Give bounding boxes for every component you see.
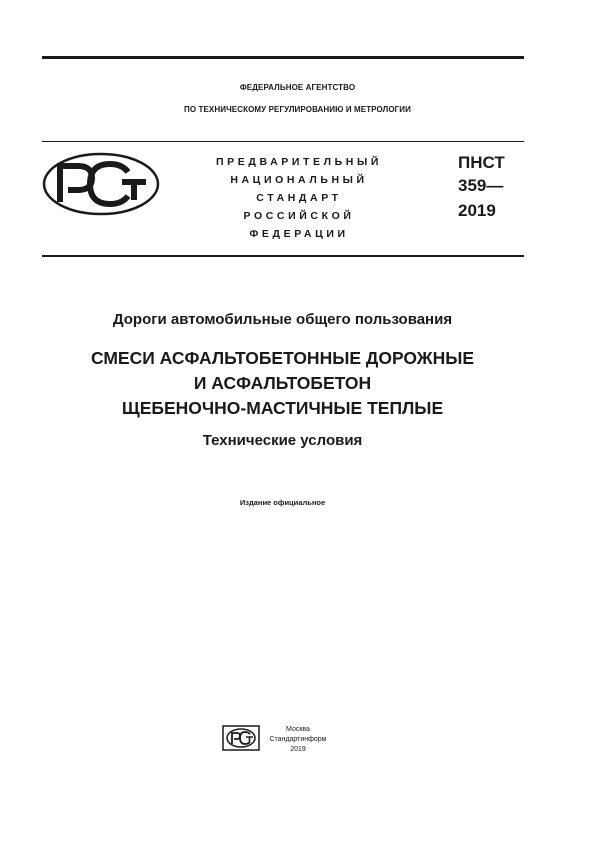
publication-year: 2019 — [290, 746, 306, 753]
header-rule — [42, 141, 524, 142]
standard-designation-line: ФЕДЕРАЦИИ — [249, 228, 349, 240]
top-rule — [42, 56, 524, 59]
standard-code-number: 359— — [458, 176, 504, 195]
standard-designation-line: РОССИЙСКОЙ — [243, 210, 355, 222]
agency-name-line2: ПО ТЕХНИЧЕСКОМУ РЕГУЛИРОВАНИЮ И МЕТРОЛОГИИ — [183, 105, 412, 114]
edition-note: Издание официальное — [239, 498, 326, 507]
standard-code-prefix: ПНСТ — [458, 153, 505, 172]
header-bottom-rule — [42, 255, 524, 257]
standard-designation-line: СТАНДАРТ — [256, 192, 342, 204]
standard-code-year: 2019 — [458, 201, 496, 220]
document-title-line: СМЕСИ АСФАЛЬТОБЕТОННЫЕ ДОРОЖНЫЕ — [90, 348, 475, 368]
publisher-logo — [222, 725, 260, 751]
document-title-line: И АСФАЛЬТОБЕТОН — [193, 373, 372, 393]
agency-name-line1: ФЕДЕРАЛЬНОЕ АГЕНТСТВО — [239, 83, 356, 92]
publisher-city: Москва — [286, 726, 310, 733]
document-subtitle: Дороги автомобильные общего пользования — [112, 311, 453, 328]
publisher-name: Стандартинформ — [269, 736, 327, 743]
standard-designation-line: ПРЕДВАРИТЕЛЬНЫЙ — [216, 156, 382, 168]
gost-r-logo — [42, 152, 160, 216]
document-type: Технические условия — [202, 432, 363, 449]
document-title-line: ЩЕБЕНОЧНО-МАСТИЧНЫЕ ТЕПЛЫЕ — [121, 398, 444, 418]
standard-designation-line: НАЦИОНАЛЬНЫЙ — [230, 174, 368, 186]
